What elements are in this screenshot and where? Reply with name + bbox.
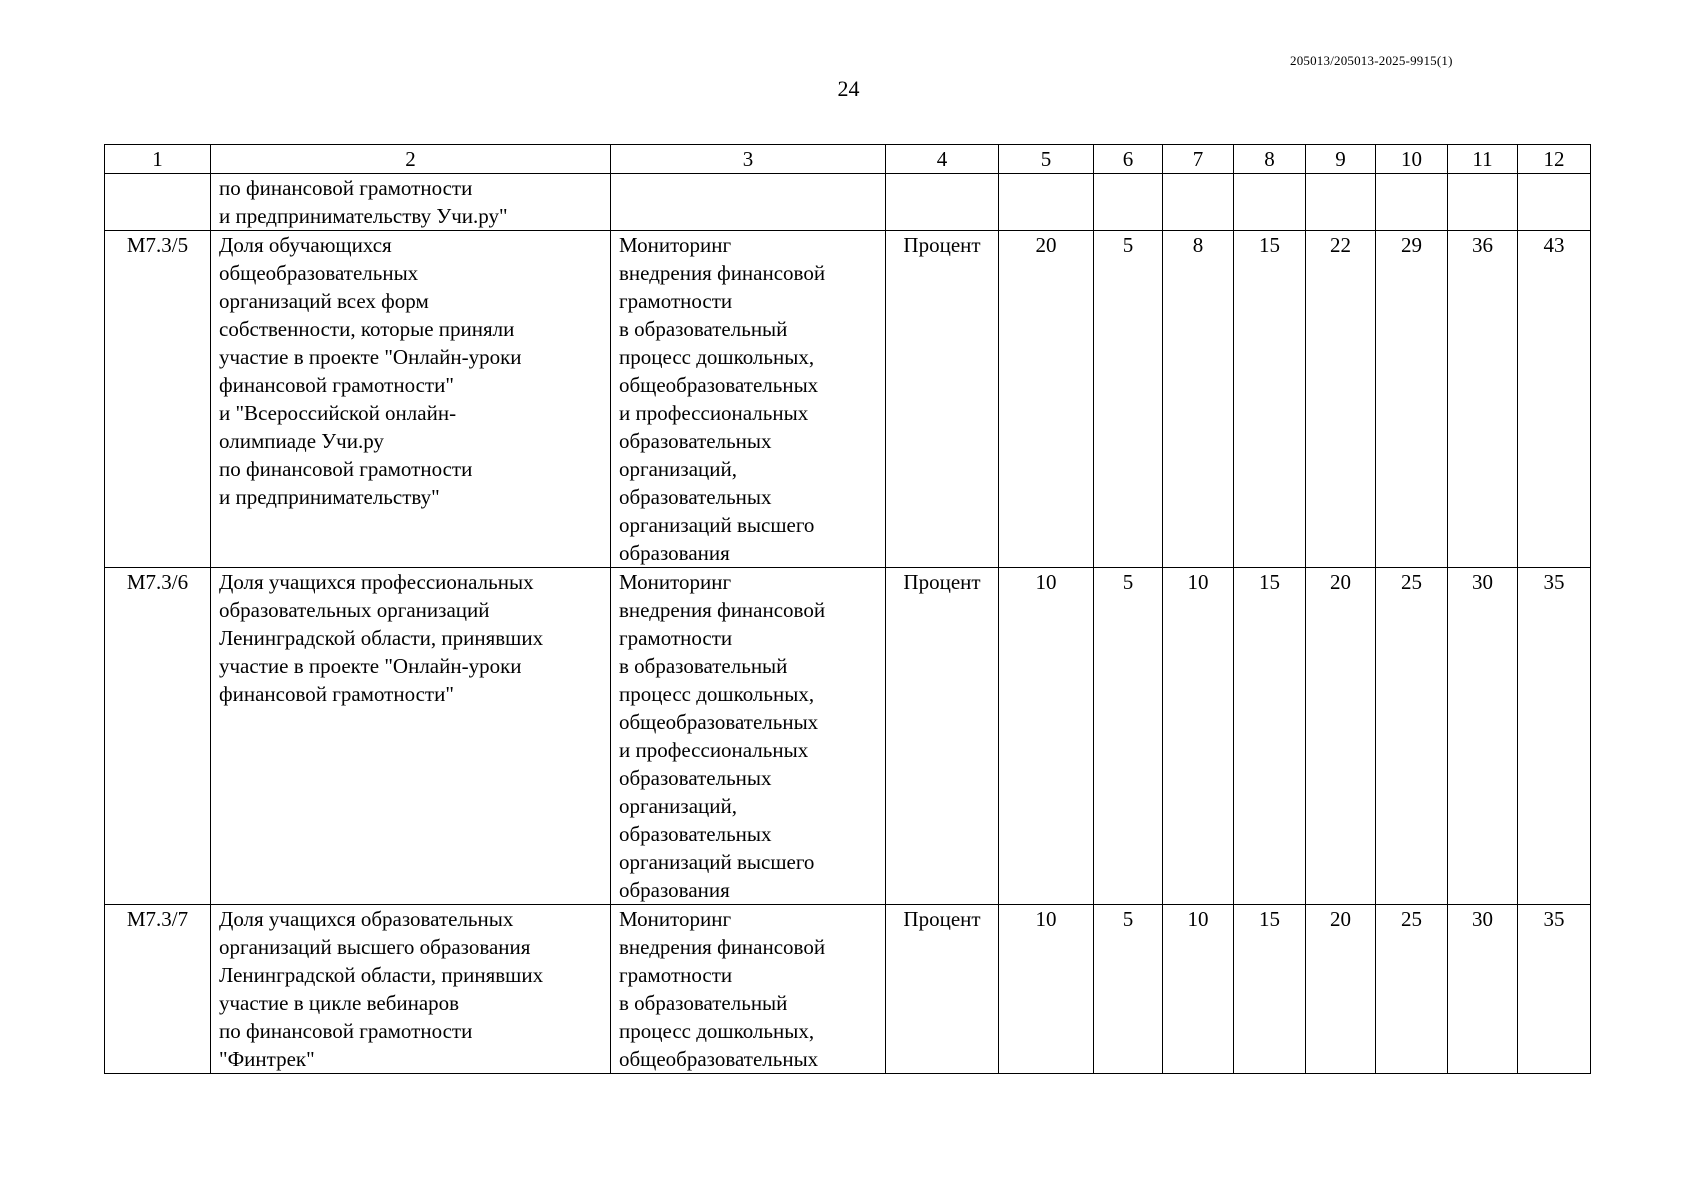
- indicator-name-line: олимпиаде Учи.ру: [219, 429, 384, 453]
- column-header-6: 6: [1094, 145, 1163, 174]
- calculation-method: [611, 568, 886, 905]
- table-row: [105, 568, 1591, 905]
- value-cell-col-5: 20: [999, 231, 1094, 568]
- unit-of-measure: [886, 174, 999, 231]
- calculation-method-line: внедрения финансовой: [619, 261, 826, 285]
- value-cell-col-7: 10: [1163, 568, 1234, 905]
- calculation-method-line: организаций,: [619, 794, 737, 818]
- calculation-method-line: общеобразовательных: [619, 1047, 819, 1071]
- indicator-name-line: финансовой грамотности": [219, 682, 454, 706]
- column-header-8: 8: [1234, 145, 1306, 174]
- table-row: [105, 231, 1591, 568]
- unit-of-measure: Процент: [886, 231, 999, 568]
- indicators-table: [104, 144, 1591, 1074]
- calculation-method-line: Мониторинг: [619, 570, 732, 594]
- indicator-name-line: организаций высшего образования: [219, 935, 531, 959]
- value-cell-col-10: 25: [1376, 568, 1448, 905]
- calculation-method-line: процесс дошкольных,: [619, 1019, 815, 1043]
- calculation-method-line: образовательных: [619, 822, 772, 846]
- indicator-name-line: Ленинградской области, принявших: [219, 626, 544, 650]
- column-header-7: 7: [1163, 145, 1234, 174]
- header-row: [105, 145, 1591, 174]
- calculation-method-line: организаций высшего: [619, 850, 815, 874]
- column-header-2: 2: [211, 145, 611, 174]
- column-header-4: 4: [886, 145, 999, 174]
- calculation-method-line: внедрения финансовой: [619, 598, 826, 622]
- indicator-name-line: Доля обучающихся: [219, 233, 392, 257]
- calculation-method-line: образовательных: [619, 766, 772, 790]
- page-number: 24: [837, 76, 860, 101]
- calculation-method-line: Мониторинг: [619, 233, 732, 257]
- value-cell-col-6: 5: [1094, 905, 1163, 1074]
- table-row: [105, 905, 1591, 1074]
- value-cell-col-12: 35: [1518, 568, 1591, 905]
- value-cell-col-12: 35: [1518, 905, 1591, 1074]
- value-cell-col-7: 8: [1163, 231, 1234, 568]
- column-header-11: 11: [1448, 145, 1518, 174]
- unit-of-measure: Процент: [886, 905, 999, 1074]
- indicator-name-line: "Финтрек": [219, 1047, 315, 1071]
- indicator-name-line: общеобразовательных: [219, 261, 419, 285]
- indicator-code: М7.3/7: [105, 905, 211, 1074]
- calculation-method-line: организаций высшего: [619, 513, 815, 537]
- column-header-1: 1: [105, 145, 211, 174]
- calculation-method-line: и профессиональных: [619, 401, 809, 425]
- value-cell-col-8: 15: [1234, 905, 1306, 1074]
- indicator-name: [211, 174, 611, 231]
- indicator-name: [211, 231, 611, 568]
- value-cell-col-8: 15: [1234, 231, 1306, 568]
- value-cell-col-6: 5: [1094, 568, 1163, 905]
- indicator-name-line: и предпринимательству": [219, 485, 440, 509]
- value-cell-col-10: 25: [1376, 905, 1448, 1074]
- value-cell-col-11: [1448, 174, 1518, 231]
- calculation-method-line: и профессиональных: [619, 738, 809, 762]
- unit-of-measure: Процент: [886, 568, 999, 905]
- value-cell-col-10: [1376, 174, 1448, 231]
- indicator-name-line: Доля учащихся образовательных: [219, 907, 514, 931]
- value-cell-col-5: 10: [999, 568, 1094, 905]
- document-id: 205013/205013-2025-9915(1): [1290, 53, 1453, 68]
- table-row: [105, 174, 1591, 231]
- calculation-method-line: процесс дошкольных,: [619, 345, 815, 369]
- calculation-method-line: грамотности: [619, 963, 733, 987]
- value-cell-col-11: 30: [1448, 568, 1518, 905]
- indicator-name-line: участие в проекте "Онлайн-уроки: [219, 654, 522, 678]
- column-header-3: 3: [611, 145, 886, 174]
- calculation-method-line: внедрения финансовой: [619, 935, 826, 959]
- indicator-name-line: участие в проекте "Онлайн-уроки: [219, 345, 522, 369]
- indicator-name-line: по финансовой грамотности: [219, 457, 473, 481]
- calculation-method-line: грамотности: [619, 626, 733, 650]
- indicator-name: [211, 568, 611, 905]
- column-header-5: 5: [999, 145, 1094, 174]
- indicator-name-line: образовательных организаций: [219, 598, 490, 622]
- value-cell-col-12: [1518, 174, 1591, 231]
- indicator-name-line: участие в цикле вебинаров: [219, 991, 460, 1015]
- indicator-name-line: и "Всероссийской онлайн-: [219, 401, 457, 425]
- column-header-9: 9: [1306, 145, 1376, 174]
- calculation-method-line: образования: [619, 541, 730, 565]
- value-cell-col-5: 10: [999, 905, 1094, 1074]
- value-cell-col-12: 43: [1518, 231, 1591, 568]
- value-cell-col-7: [1163, 174, 1234, 231]
- calculation-method-line: образовательных: [619, 485, 772, 509]
- calculation-method: [611, 174, 886, 231]
- value-cell-col-8: 15: [1234, 568, 1306, 905]
- calculation-method-line: процесс дошкольных,: [619, 682, 815, 706]
- value-cell-col-11: 36: [1448, 231, 1518, 568]
- indicator-name-line: по финансовой грамотности: [219, 176, 473, 200]
- value-cell-col-11: 30: [1448, 905, 1518, 1074]
- value-cell-col-6: 5: [1094, 231, 1163, 568]
- indicator-name-line: Ленинградской области, принявших: [219, 963, 544, 987]
- calculation-method-line: Мониторинг: [619, 907, 732, 931]
- calculation-method-line: грамотности: [619, 289, 733, 313]
- indicator-name: [211, 905, 611, 1074]
- value-cell-col-6: [1094, 174, 1163, 231]
- calculation-method-line: в образовательный: [619, 317, 788, 341]
- calculation-method: [611, 231, 886, 568]
- indicator-name-line: финансовой грамотности": [219, 373, 454, 397]
- indicator-name-line: собственности, которые приняли: [219, 317, 515, 341]
- calculation-method-line: образования: [619, 878, 730, 902]
- indicator-code: [105, 174, 211, 231]
- calculation-method-line: общеобразовательных: [619, 373, 819, 397]
- calculation-method-line: организаций,: [619, 457, 737, 481]
- value-cell-col-10: 29: [1376, 231, 1448, 568]
- calculation-method-line: общеобразовательных: [619, 710, 819, 734]
- value-cell-col-7: 10: [1163, 905, 1234, 1074]
- column-header-10: 10: [1376, 145, 1448, 174]
- value-cell-col-9: [1306, 174, 1376, 231]
- indicator-name-line: Доля учащихся профессиональных: [219, 570, 534, 594]
- calculation-method-line: образовательных: [619, 429, 772, 453]
- calculation-method-line: в образовательный: [619, 991, 788, 1015]
- value-cell-col-8: [1234, 174, 1306, 231]
- value-cell-col-5: [999, 174, 1094, 231]
- column-header-12: 12: [1518, 145, 1591, 174]
- indicator-name-line: и предпринимательству Учи.ру": [219, 204, 508, 228]
- value-cell-col-9: 22: [1306, 231, 1376, 568]
- value-cell-col-9: 20: [1306, 905, 1376, 1074]
- calculation-method-line: в образовательный: [619, 654, 788, 678]
- indicator-name-line: по финансовой грамотности: [219, 1019, 473, 1043]
- indicator-name-line: организаций всех форм: [219, 289, 429, 313]
- indicator-code: М7.3/5: [105, 231, 211, 568]
- indicator-code: М7.3/6: [105, 568, 211, 905]
- calculation-method: [611, 905, 886, 1074]
- value-cell-col-9: 20: [1306, 568, 1376, 905]
